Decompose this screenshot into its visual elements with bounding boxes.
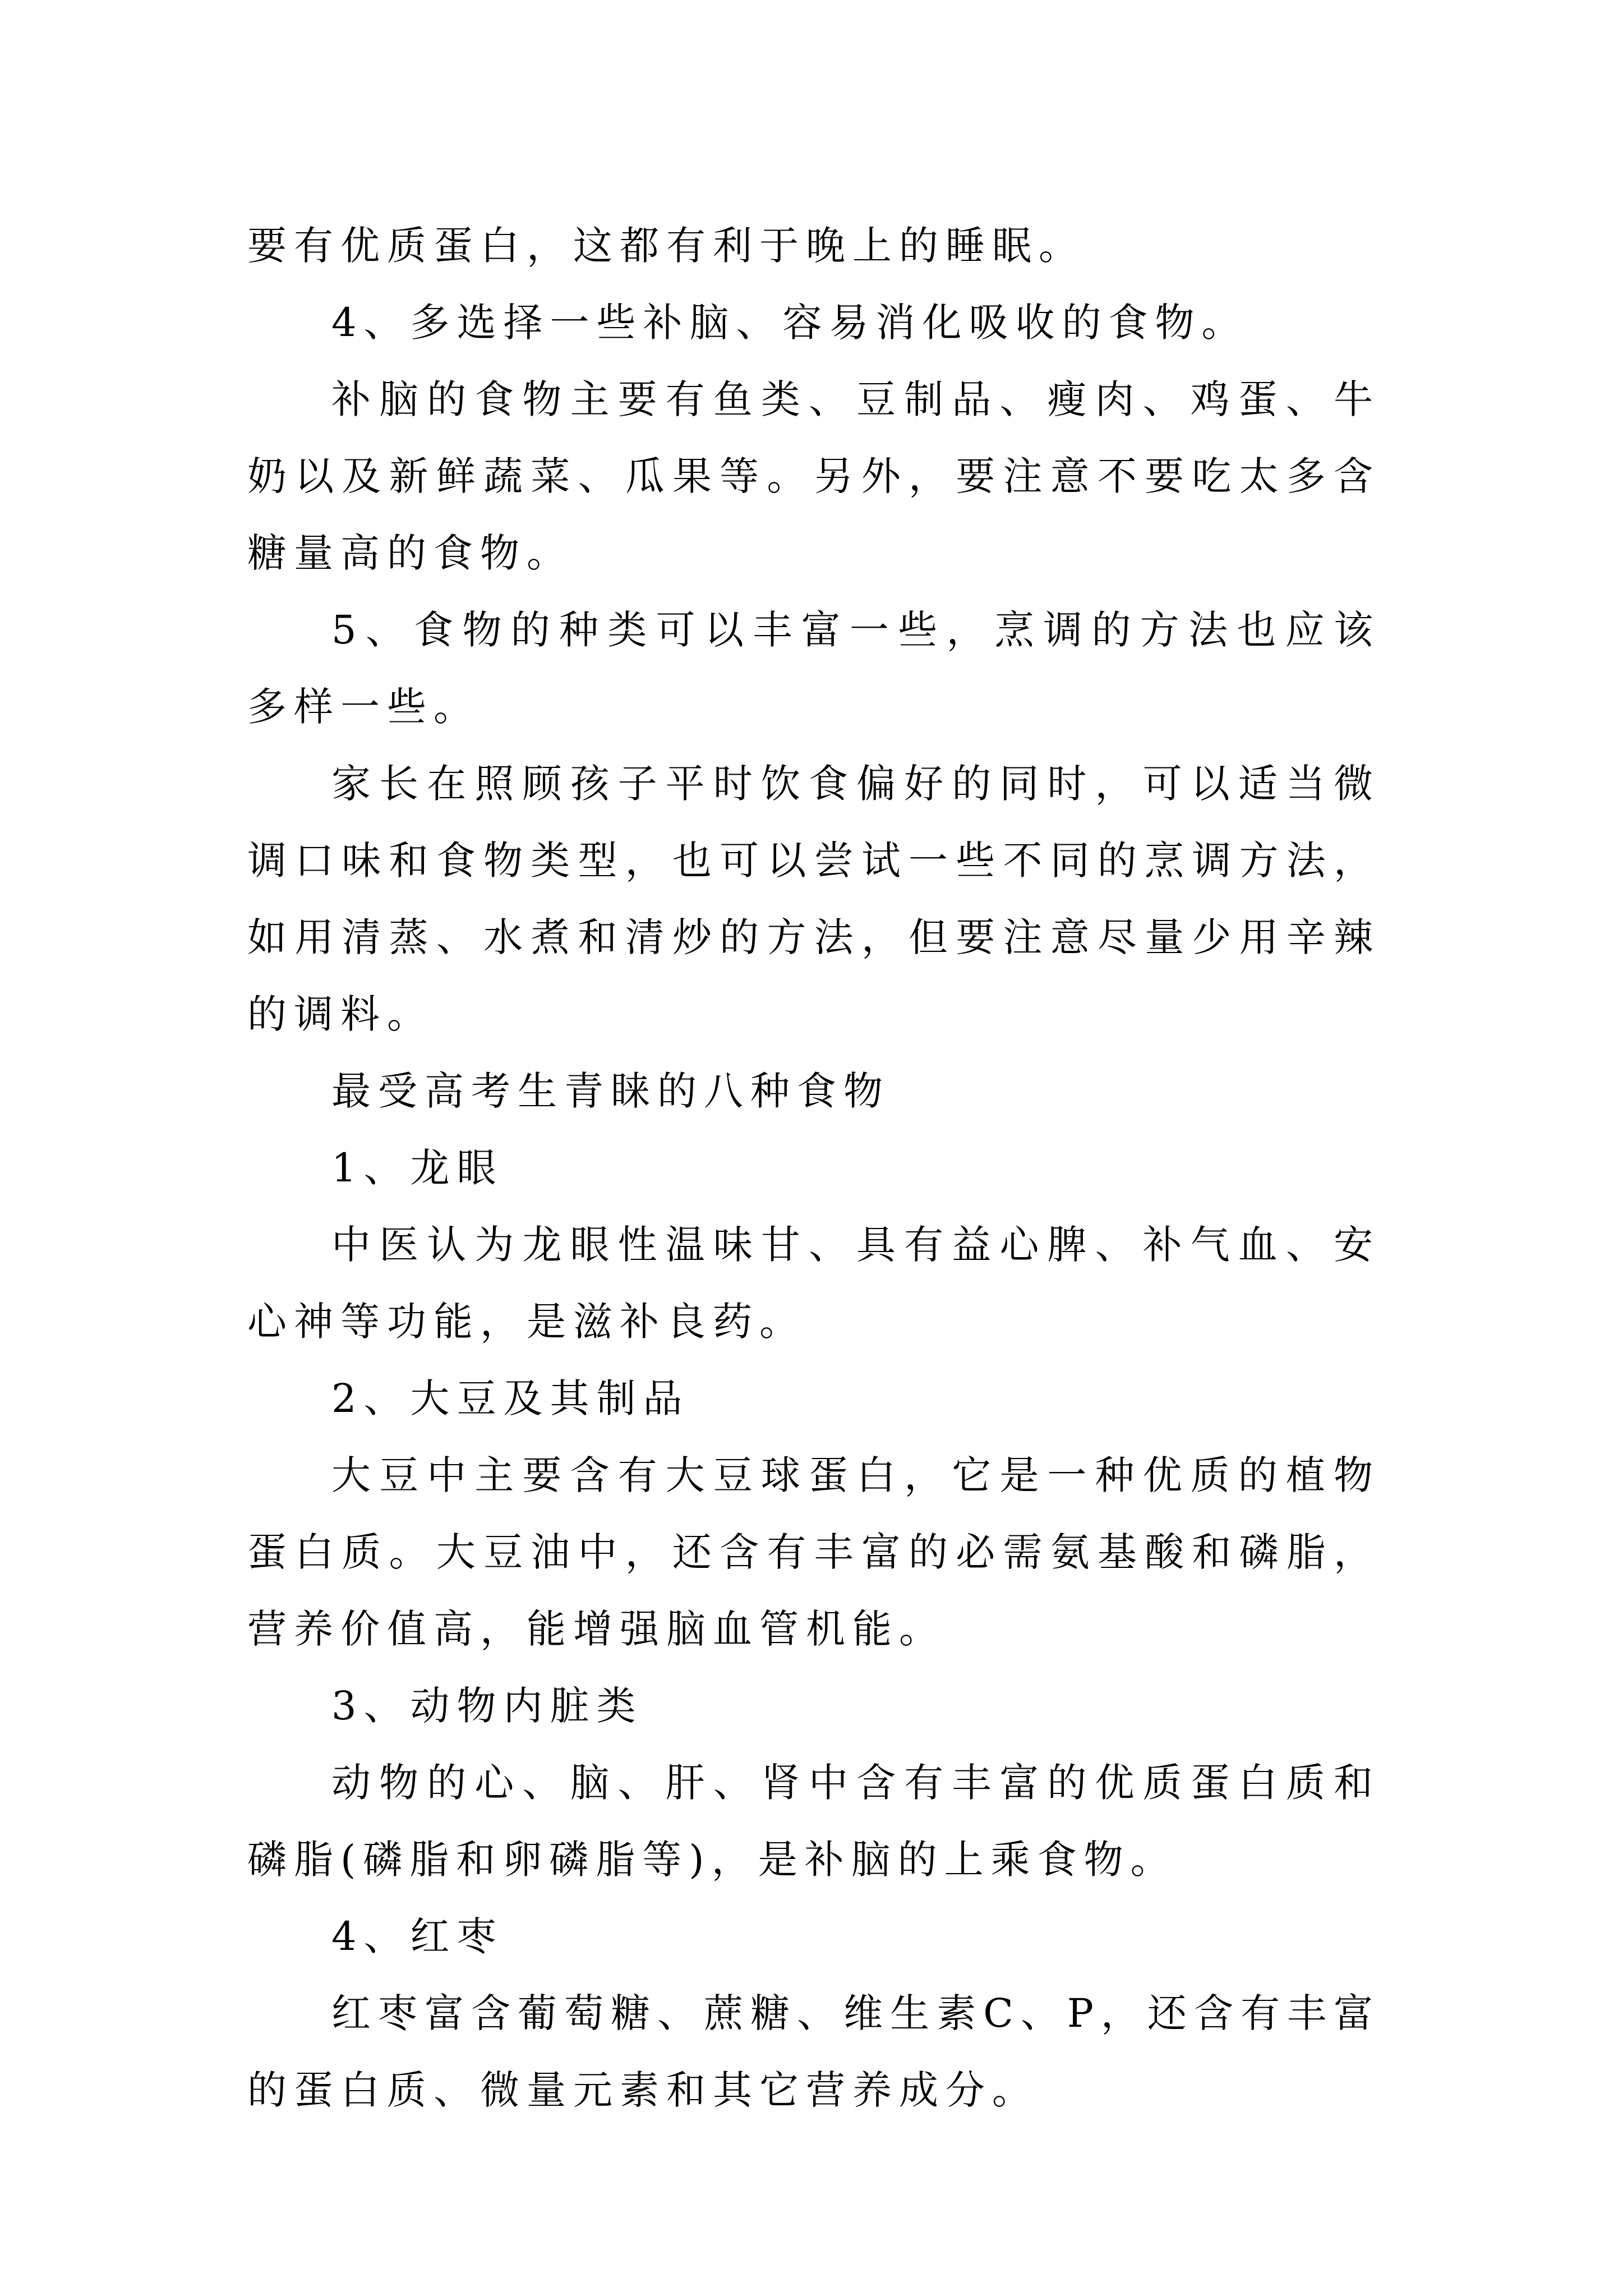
list-heading-5-food-variety: 5、食物的种类可以丰富一些，烹调的方法也应该多样一些。	[247, 607, 1380, 730]
item-heading-organ-meats: 3、动物内脏类	[331, 1683, 643, 1729]
item-heading-soybean: 2、大豆及其制品	[331, 1375, 690, 1421]
paragraph-longan: 中医认为龙眼性温味甘、具有益心脾、补气血、安心神等功能，是滋补良药。	[247, 1222, 1380, 1345]
document-body	[247, 208, 1380, 2129]
paragraph-soybean: 大豆中主要含有大豆球蛋白，它是一种优质的植物蛋白质。大豆油中，还含有丰富的必需氨基酸和磷脂，营养价值高，能增强脑血管机能。	[247, 1452, 1380, 1652]
item-heading-longan: 1、龙眼	[331, 1145, 504, 1191]
paragraph-parents-advice: 家长在照顾孩子平时饮食偏好的同时，可以适当微调口味和食物类型，也可以尝试一些不同的烹调方法，如用清蒸、水煮和清炒的方法，但要注意尽量少用辛辣的调料。	[247, 761, 1380, 1037]
paragraph-brain-foods: 补脑的食物主要有鱼类、豆制品、瘦肉、鸡蛋、牛奶以及新鲜蔬菜、瓜果等。另外，要注意不要吃太多含糖量高的食物。	[247, 376, 1380, 576]
list-heading-4-brain-foods: 4、多选择一些补脑、容易消化吸收的食物。	[331, 300, 1248, 346]
paragraph-red-dates: 红枣富含葡萄糖、蔗糖、维生素C、P，还含有丰富的蛋白质、微量元素和其它营养成分。	[247, 1990, 1380, 2113]
paragraph-organ-meats: 动物的心、脑、肝、肾中含有丰富的优质蛋白质和磷脂(磷脂和卵磷脂等)，是补脑的上乘食物。	[247, 1760, 1380, 1883]
paragraph-continuation: 要有优质蛋白，这都有利于晚上的睡眠。	[247, 223, 1085, 269]
item-heading-red-dates: 4、红枣	[331, 1913, 504, 1959]
section-heading-eight-foods: 最受高考生青睐的八种食物	[331, 1068, 890, 1114]
